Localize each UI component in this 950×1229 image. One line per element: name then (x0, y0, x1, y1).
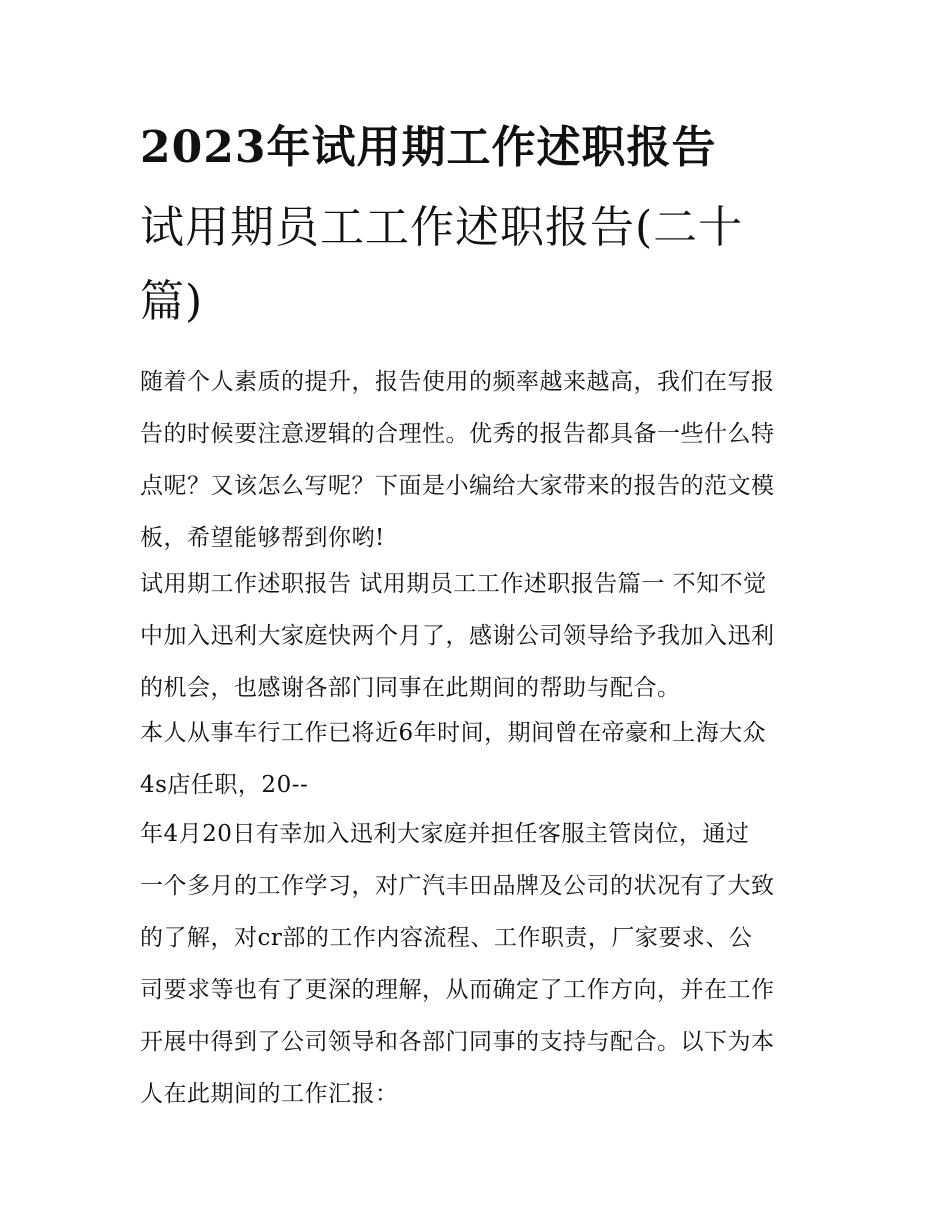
paragraph-line: 的了解，对cr部的工作内容流程、工作职责，厂家要求、公 (140, 925, 753, 951)
document-title-line-3: 篇) (140, 276, 204, 327)
document-title-line-2: 试用期员工工作述职报告(二十 (140, 202, 744, 253)
paragraph-experience (140, 707, 820, 811)
paragraph-line: 点呢？又该怎么写呢？下面是小编给大家带来的报告的范文模 (140, 473, 775, 499)
document-title-line-1: 2023年试用期工作述职报告 (140, 122, 717, 173)
paragraph-line: 板，希望能够帮到你哟! (140, 525, 385, 551)
paragraph-line: 告的时候要注意逻辑的合理性。优秀的报告都具备一些什么特 (140, 421, 775, 447)
paragraph-line: 开展中得到了公司领导和各部门同事的支持与配合。以下为本 (140, 1029, 775, 1055)
paragraph-line: 的机会，也感谢各部门同事在此期间的帮助与配合。 (140, 675, 681, 701)
paragraph-line: 一个多月的工作学习，对广汽丰田品牌及公司的状况有了大致 (140, 873, 775, 899)
paragraph-line: 随着个人素质的提升，报告使用的频率越来越高，我们在写报 (140, 369, 775, 395)
paragraph-section-one (140, 558, 820, 714)
paragraph-line: 中加入迅利大家庭快两个月了，感谢公司领导给予我加入迅利 (140, 623, 775, 649)
paragraph-line: 司要求等也有了更深的理解，从而确定了工作方向，并在工作 (140, 977, 775, 1003)
paragraph-line: 试用期工作述职报告 试用期员工工作述职报告篇一 不知不觉 (140, 571, 767, 597)
paragraph-line: 年4月20日有幸加入迅利大家庭并担任客服主管岗位，通过 (140, 821, 750, 847)
paragraph-line: 本人从事车行工作已将近6年时间，期间曾在帝豪和上海大众 (140, 720, 767, 746)
paragraph-report (140, 808, 820, 1120)
paragraph-line: 人在此期间的工作汇报： (140, 1081, 399, 1107)
paragraph-intro (140, 356, 820, 564)
paragraph-line: 4s店任职，20-- (140, 772, 309, 798)
